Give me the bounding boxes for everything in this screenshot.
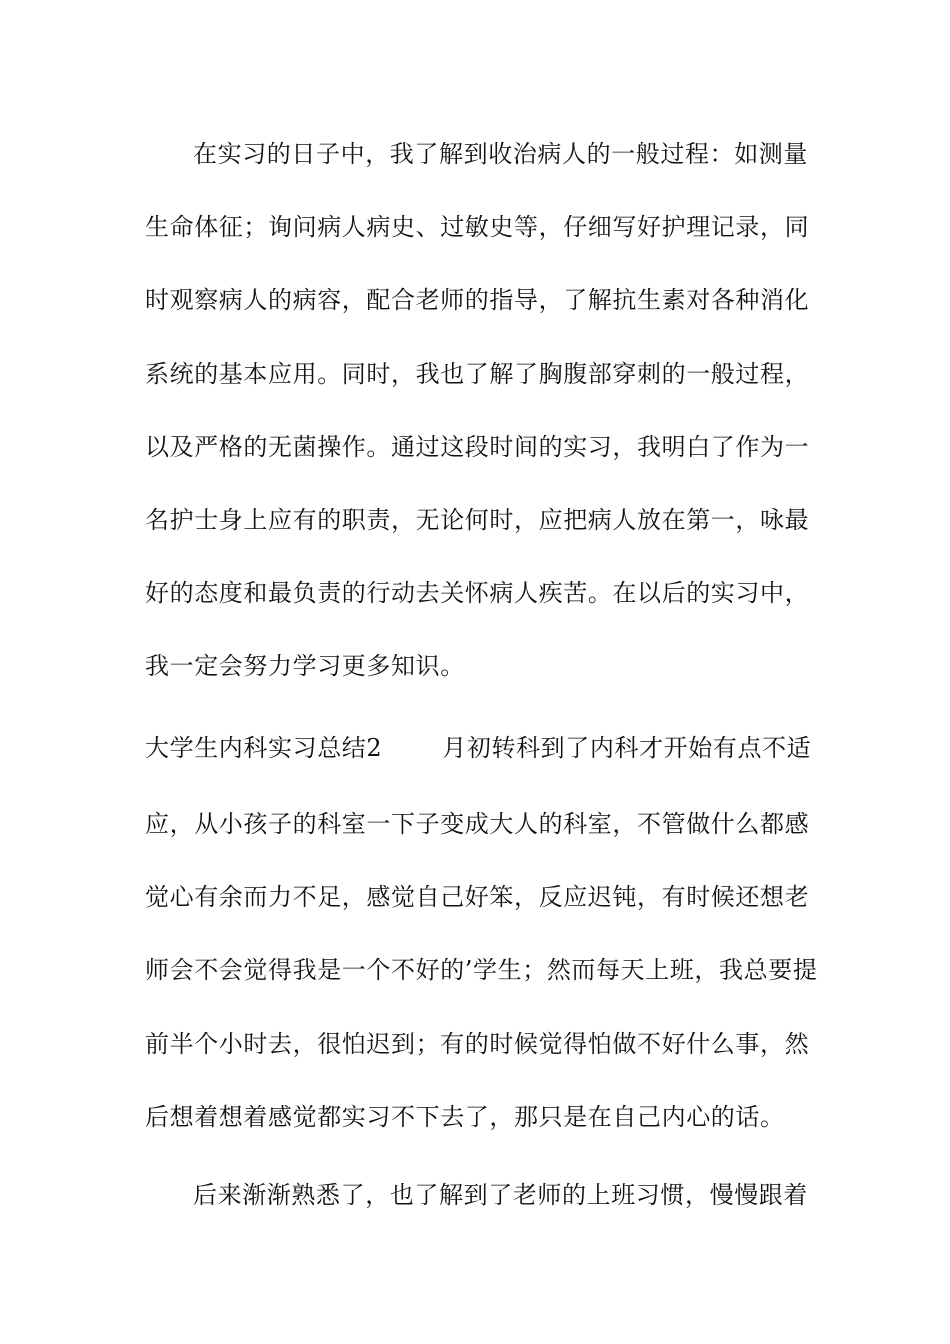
paragraph-line-12: 前半个小时去，很怕迟到；有的时候觉得怕做不好什么事，然 [145,1030,810,1058]
paragraph-line-10: 觉心有余而力不足，感觉自己好笨，反应迟钝，有时候还想老 [145,883,810,911]
paragraph-line-6: 名护士身上应有的职责，无论何时，应把病人放在第一，咏最 [145,506,810,534]
paragraph-line-1: 在实习的日子中，我了解到收治病人的一般过程：如测量 [193,140,808,168]
paragraph-line-4: 系统的基本应用。同时，我也了解了胸腹部穿刺的一般过程， [145,360,810,388]
paragraph-line-7: 好的态度和最负责的行动去关怀病人疾苦。在以后的实习中， [145,579,810,607]
section-heading-tail: 月初转科到了内科才开始有点不适 [442,734,812,762]
paragraph-line-11: 师会不会觉得我是一个不好的’学生；然而每天上班，我总要提 [145,956,818,984]
paragraph-line-8: 我一定会努力学习更多知识。 [145,652,465,680]
section-heading: 大学生内科实习总结2 [145,734,383,762]
paragraph-line-2: 生命体征；询问病人病史、过敏史等，仔细写好护理记录，同 [145,213,810,241]
section-heading-line [145,729,825,767]
paragraph-line-9: 应，从小孩子的科室一下子变成大人的科室，不管做什么都感 [145,810,810,838]
paragraph-line-14: 后来渐渐熟悉了，也了解到了老师的上班习惯，慢慢跟着 [193,1181,808,1209]
paragraph-line-5: 以及严格的无菌操作。通过这段时间的实习，我明白了作为一 [145,433,810,461]
paragraph-line-3: 时观察病人的病容，配合老师的指导，了解抗生素对各种消化 [145,286,810,314]
paragraph-line-13: 后想着想着感觉都实习不下去了，那只是在自己内心的话。 [145,1103,785,1131]
